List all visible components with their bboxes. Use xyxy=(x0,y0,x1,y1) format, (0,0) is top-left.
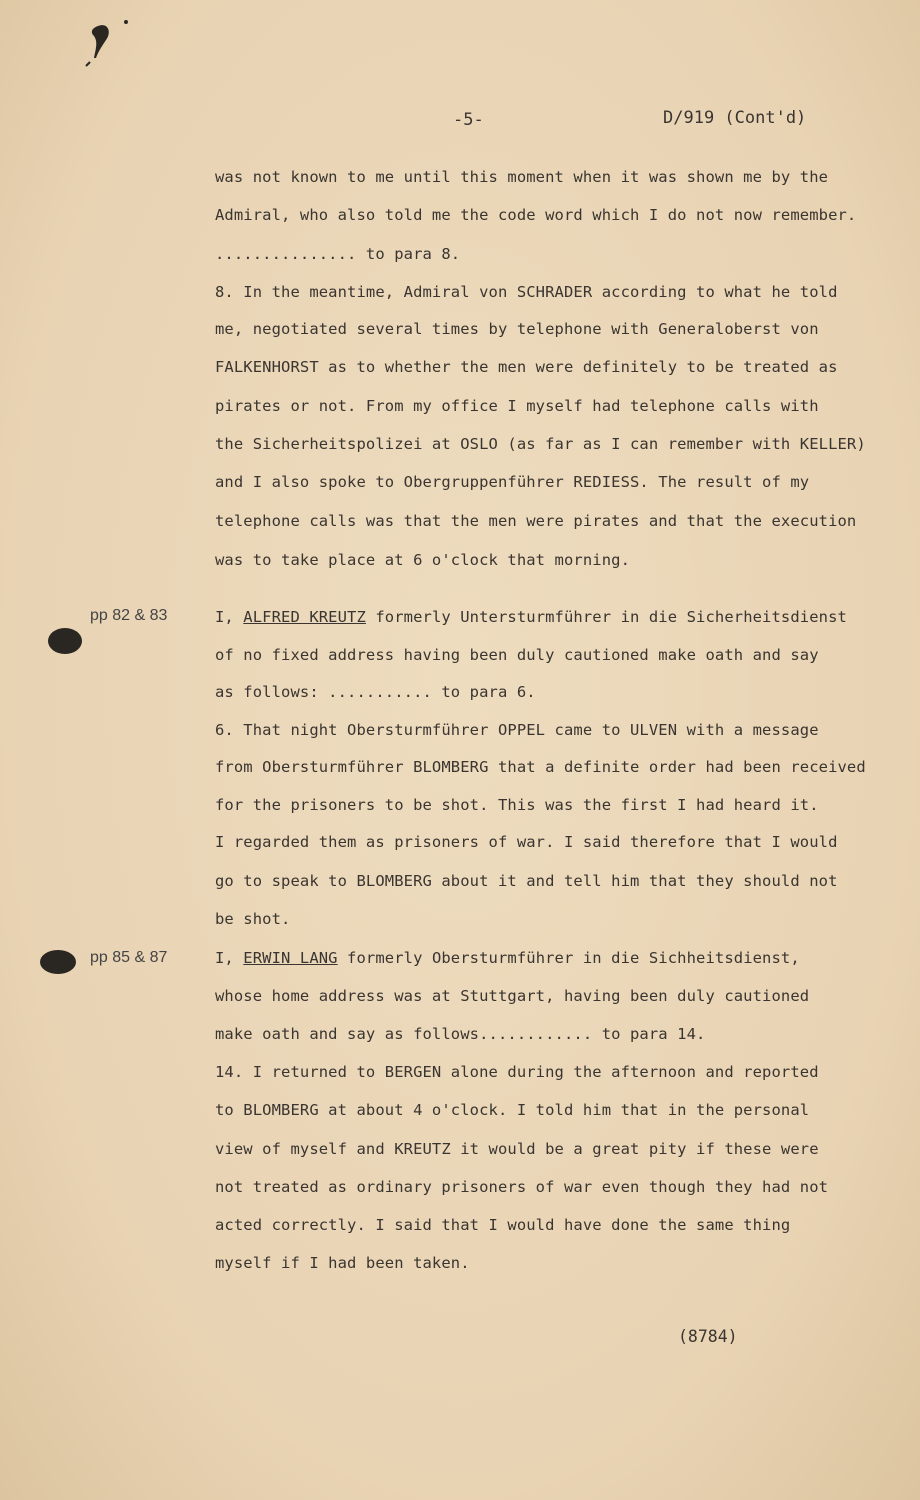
text-line: 14. I returned to BERGEN alone during the afternoon and reported xyxy=(215,1063,819,1081)
text-line: myself if I had been taken. xyxy=(215,1254,470,1272)
text-line: me, negotiated several times by telephone with Generaloberst von xyxy=(215,320,819,338)
text-line: be shot. xyxy=(215,910,291,928)
punch-hole-mark-1 xyxy=(48,628,82,654)
text-line: as follows: ........... to para 6. xyxy=(215,683,536,701)
text-line: pirates or not. From my office I myself had telephone calls with xyxy=(215,397,819,415)
text-line: telephone calls was that the men were pirates and that the execution xyxy=(215,512,857,530)
margin-page-reference: pp 82 & 83 xyxy=(90,607,168,624)
page-number: -5- xyxy=(453,110,484,130)
text-line: 6. That night Obersturmführer OPPEL came to ULVEN with a message xyxy=(215,721,819,739)
text-line: not treated as ordinary prisoners of war even though they had not xyxy=(215,1178,829,1196)
text-line: FALKENHORST as to whether the men were definitely to be treated as xyxy=(215,358,838,376)
text-line: the Sicherheitspolizei at OSLO (as far as I can remember with KELLER) xyxy=(215,435,866,453)
deponent-name: ALFRED KREUTZ xyxy=(243,608,366,626)
text-line: ............... to para 8. xyxy=(215,245,461,263)
deposition-intro: I, ALFRED KREUTZ formerly Untersturmführer in die Sicherheitsdienst xyxy=(215,608,847,626)
punch-hole-mark-2 xyxy=(40,950,76,974)
text-line: I regarded them as prisoners of war. I said therefore that I would xyxy=(215,833,838,851)
text-line: go to speak to BLOMBERG about it and tell him that they should not xyxy=(215,872,838,890)
text-line: make oath and say as follows............ to para 14. xyxy=(215,1025,706,1043)
ink-mark-top xyxy=(78,18,138,78)
margin-page-reference: pp 85 & 87 xyxy=(90,949,168,966)
text-line: to BLOMBERG at about 4 o'clock. I told him that in the personal xyxy=(215,1101,810,1119)
text-line: from Obersturmführer BLOMBERG that a definite order had been received xyxy=(215,758,866,776)
text-line: for the prisoners to be shot. This was the first I had heard it. xyxy=(215,796,819,814)
text-line: was not known to me until this moment when it was shown me by the xyxy=(215,168,829,186)
text-line: of no fixed address having been duly cautioned make oath and say xyxy=(215,646,819,664)
text-line: whose home address was at Stuttgart, having been duly cautioned xyxy=(215,987,810,1005)
text-line: view of myself and KREUTZ it would be a great pity if these were xyxy=(215,1140,819,1158)
document-reference: D/919 (Cont'd) xyxy=(663,108,807,128)
text-line: Admiral, who also told me the code word which I do not now remember. xyxy=(215,206,857,224)
text-line: was to take place at 6 o'clock that morning. xyxy=(215,551,630,569)
deposition-intro: I, ERWIN LANG formerly Obersturmführer in die Sichheitsdienst, xyxy=(215,949,800,967)
footer-code: (8784) xyxy=(678,1327,738,1346)
text-line: acted correctly. I said that I would have done the same thing xyxy=(215,1216,791,1234)
deponent-name: ERWIN LANG xyxy=(243,949,338,967)
text-line: and I also spoke to Obergruppenführer REDIESS. The result of my xyxy=(215,473,810,491)
text-line: 8. In the meantime, Admiral von SCHRADER according to what he told xyxy=(215,283,838,301)
